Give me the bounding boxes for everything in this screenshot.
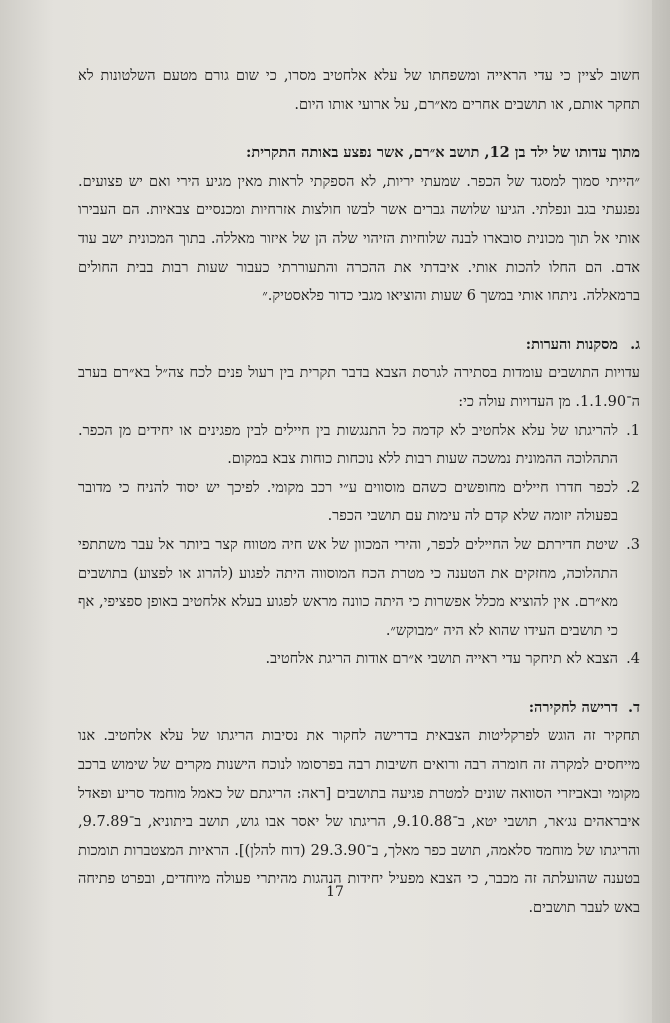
list-item bbox=[78, 417, 640, 474]
intro-paragraph: חשוב לציין כי עדי הראייה ומשפחתו של עלא אלחטיב מסרו, כי שום גורם מטעם השלטונות לא תחקר אותם, או תושבים אחרים מא״רם, על ארועי אותו היום. bbox=[78, 68, 640, 113]
testimony-quote: ״הייתי סמוך למסגד של הכפר. שמעתי יריות, לא הספקתי לראות מאין מגיע הירי ואם יש פצועים. נפגעתי בגב ונפלתי. הגיעו שלושה גברים אשר לבשו חולצות אזרחיות ומכנסיים צבאיות. הם העבירו אותי אל תוך מכונית סובארו לבנה שלוחיות הזיהוי שלה הן של איזור מאללה. בתוך המכונית ישב עוד אדם. הם החלו להכות אותי. איבדתי את ההכרה והתעוררתי כעבור שעות רבות בבית החולים ברמאללה. ניתחו אותי במשך 6 שעות והוציאו מגבי כדור פלאסטיק.״ bbox=[78, 173, 640, 305]
section-d-letter: ד. bbox=[627, 698, 640, 716]
section-g-intro: עדויות התושבים עומדות בסתירה לגרסת הצבא בדבר תקרית בין רעול פנים לכח צה״ל בא״רם בערב ה־1.1.90. מן העדויות עולה כי: bbox=[78, 365, 640, 410]
testimony-heading: מתוך עדותו של ילד בן 12, תושב א״רם, אשר נפצע באותה התקרית: bbox=[246, 144, 640, 162]
list-item bbox=[78, 645, 640, 674]
list-item-text: להריגתו של עלא אלחטיב לא קדמה כל התנגשות בין חיילים לבין מפגינים או יחידים מן הכפר. התהלוכה ההמונית נמשכה שעות רבות ללא נוכחות כוחות צבא במקום. bbox=[78, 422, 618, 468]
section-g-title bbox=[78, 331, 640, 360]
list-item-number: 4. bbox=[626, 651, 640, 668]
list-item-text: לכפר חדרו חיילים מחופשים כשהם מוסווים ע״י רכב מקומי. לפיכך יש יסוד להניח כי מדובר בפעולה יזומה שלא קדם לה עימות עם תושבי הכפר. bbox=[78, 479, 618, 525]
list-item-number: 1. bbox=[626, 422, 640, 439]
section-d-title-text: דרישה לחקירה: bbox=[528, 698, 618, 716]
page-content bbox=[78, 62, 640, 923]
section-g-title-text: מסקנות והערות: bbox=[525, 335, 618, 353]
list-item-number: 3. bbox=[626, 536, 640, 553]
list-item-number: 2. bbox=[626, 479, 640, 496]
section-g-letter: ג. bbox=[630, 335, 640, 353]
section-d-title bbox=[78, 694, 640, 723]
page-edge bbox=[652, 0, 670, 1023]
list-item bbox=[78, 531, 640, 645]
list-item-text: הצבא לא תיחקר עדי ראייה תושבי א״רם אודות הריגת אלחטיב. bbox=[265, 651, 618, 668]
conclusions-list bbox=[78, 417, 640, 674]
page-number: 17 bbox=[326, 884, 344, 900]
list-item-text: שיטת חדירתם של החיילים לכפר, והירי המכוון של אש חיה מטווח קצר ביותר אל עבר משתתפי התהלוכה, מחזקים את הטענה כי מטרת הכח המוסווה היתה לפגוע (להרוג או לפצוע) בתושבים מא״רם. אין להוציא מכלל אפשרות כי היתה כוונה מראש לפגוע בעלא אלחטיב באופן ספציפי, אף כי תושבים העידו שהוא לא היה ״מבוקש״. bbox=[78, 536, 618, 639]
section-d-paragraph: תחקיר זה הוגש לפרקליטות הצבאית בדרישה לחקור את נסיבות הריגתו של עלא אלחטיב. אנו מייחסים למקרה זה חומרה רבה ורואים חשיבות רבה בפרסומו לנוכח הישנות מקרים של שימוש ברכב מקומי ובאביזרי הסוואה שונים למטרת פגיעה בתושבים [ראה: הריגתם של כאמל מוחמד סריע ופאדל איבראהים נג׳אר, תושבי יטא, ב־9.10.88, הריגתו של יאסר אבו גוש, תושב ביתוניא, ב־9.7.89, והריגתו של מוחמד סלאמה, תושב כפר מאלך, ב־29.3.90 (דוח להלן)]. הראיות המצטברות תומכות בטענה שהועלתה זה מכבר, כי הצבא מפעיל יחידות הנהגות מהיתרי פעולה מיוחדים, ובפרט פתיחה באש לעבר תושבים. bbox=[78, 728, 640, 917]
list-item bbox=[78, 474, 640, 531]
